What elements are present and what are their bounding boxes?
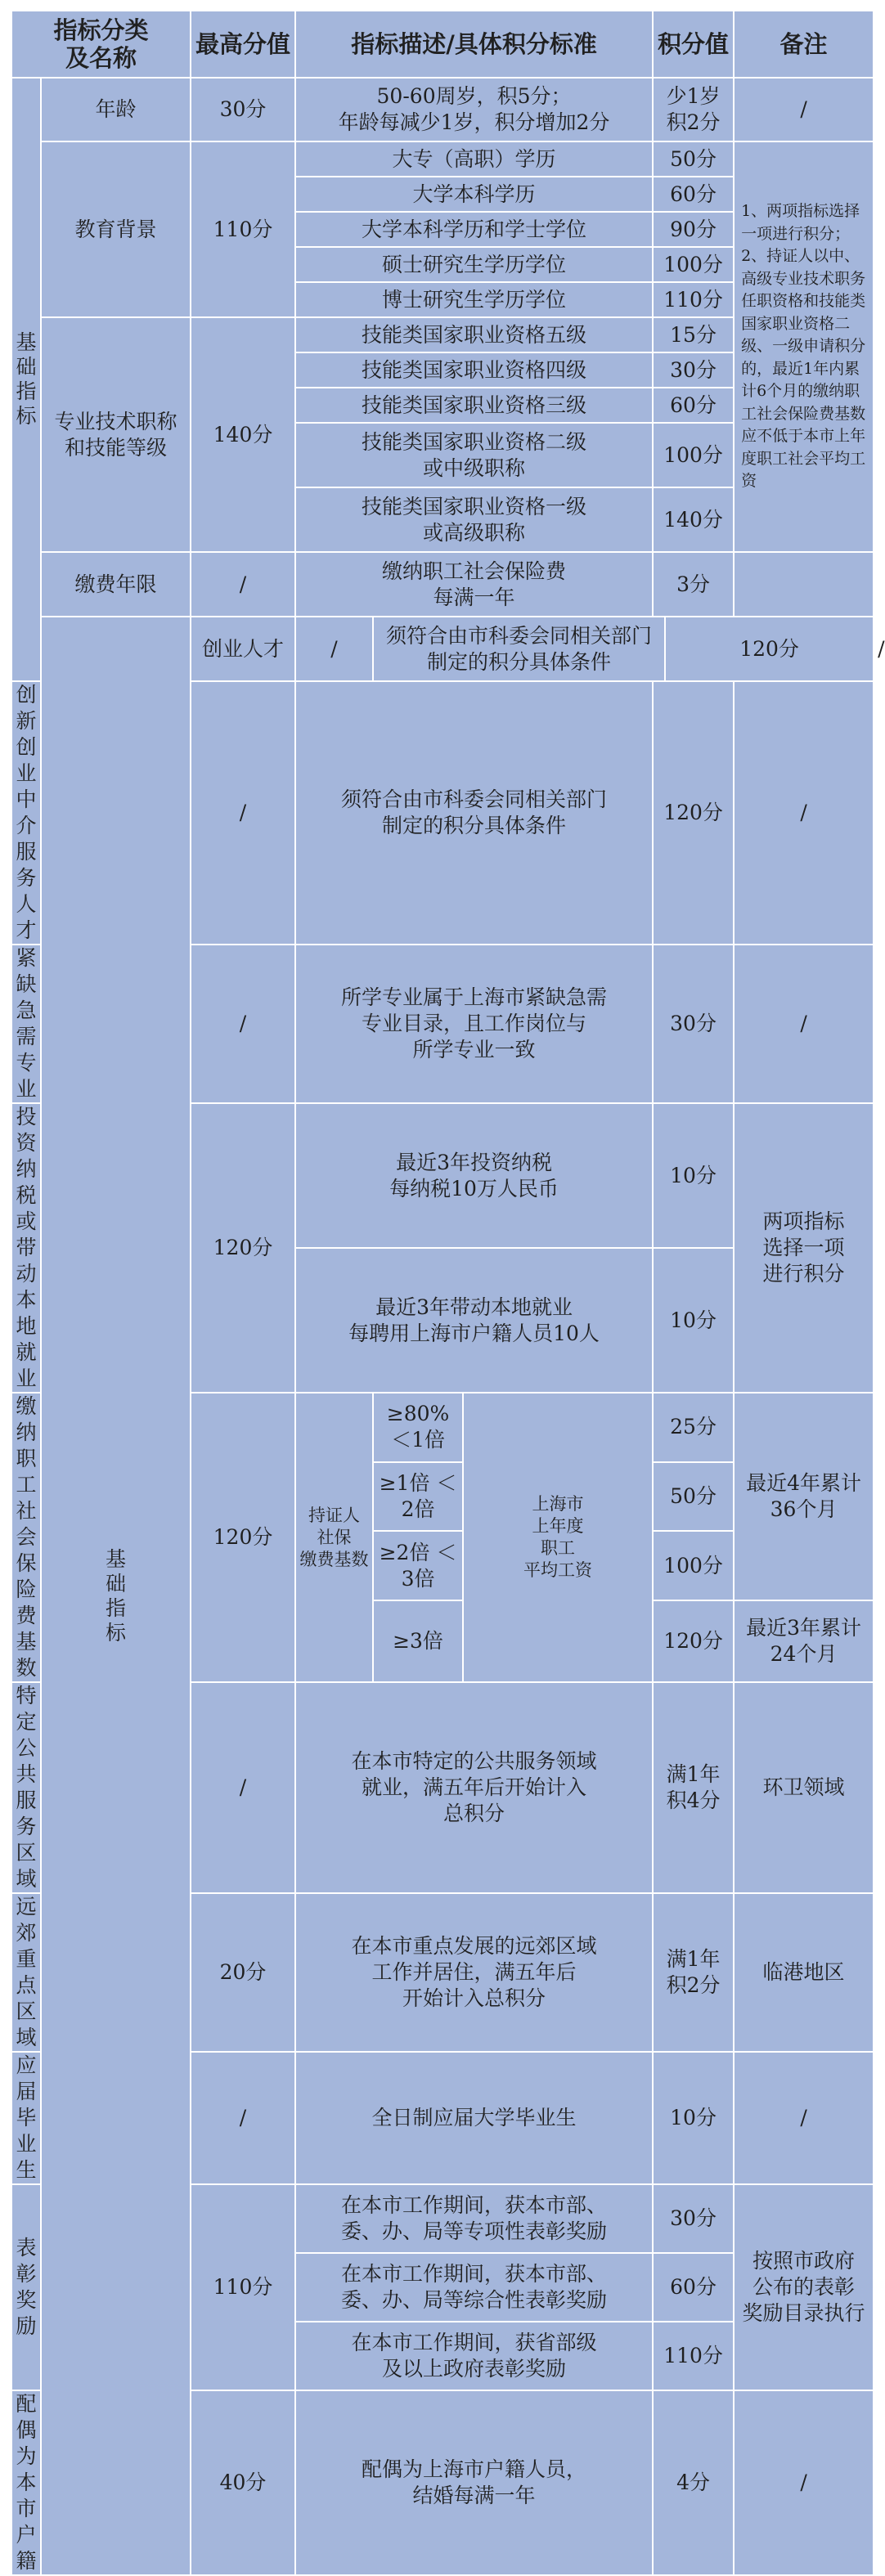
table-row <box>11 78 874 141</box>
row-description: 在本市工作期间，获本市部、 委、办、局等专项性表彰奖励 <box>295 2184 653 2253</box>
row-score: 110分 <box>653 282 734 317</box>
row-description: 技能类国家职业资格一级 或高级职称 <box>295 487 653 552</box>
row-note: 环卫领域 <box>734 1682 874 1893</box>
row-description: 在本市工作期间，获本市部、 委、办、局等综合性表彰奖励 <box>295 2253 653 2322</box>
row-note: / <box>734 2390 874 2575</box>
row-max: 40分 <box>191 2390 295 2575</box>
row-max: 120分 <box>191 1103 295 1393</box>
row-score: 60分 <box>653 177 734 212</box>
row-name: 创新创业中介 服务人才 <box>11 681 41 945</box>
row-max: / <box>191 681 295 945</box>
row-description: 所学专业属于上海市紧缺急需 专业目录，且工作岗位与 所学专业一致 <box>295 945 653 1103</box>
row-name: 专业技术职称 和技能等级 <box>41 317 191 552</box>
row-description: 在本市重点发展的远郊区域 工作并居住，满五年后 开始计入总积分 <box>295 1893 653 2052</box>
row-name: 特定公共 服务区域 <box>11 1682 41 1893</box>
row-score: 满1年 积2分 <box>653 1893 734 2052</box>
row-description: 技能类国家职业资格五级 <box>295 317 653 352</box>
row-score: 满1年 积4分 <box>653 1682 734 1893</box>
insurance-range: ≥1倍 ＜2倍 <box>373 1462 463 1532</box>
row-max: / <box>191 552 295 617</box>
row-description: 技能类国家职业资格二级 或中级职称 <box>295 423 653 487</box>
row-note: 两项指标 选择一项 进行积分 <box>734 1103 874 1393</box>
row-name: 教育背景 <box>41 141 191 317</box>
row-name: 投资纳税或 带动本地就业 <box>11 1103 41 1393</box>
group-label-addon: 基础指标 <box>41 617 191 2575</box>
row-description: 技能类国家职业资格三级 <box>295 388 653 423</box>
row-score: 15分 <box>653 317 734 352</box>
row-score: 30分 <box>653 945 734 1103</box>
row-description: 技能类国家职业资格四级 <box>295 352 653 388</box>
row-description: 大专（高职）学历 <box>295 141 653 177</box>
row-score: 25分 <box>653 1393 734 1462</box>
table-row <box>11 141 874 177</box>
insurance-range: ≥3倍 <box>373 1600 463 1682</box>
row-score: 100分 <box>653 247 734 282</box>
row-score: 110分 <box>653 2322 734 2390</box>
row-max: / <box>191 1682 295 1893</box>
row-score: 30分 <box>653 2184 734 2253</box>
group-label-basic: 基础指标 <box>11 78 41 681</box>
row-name: 年龄 <box>41 78 191 141</box>
points-table-wrapper <box>11 10 885 2573</box>
row-note: / <box>734 681 874 945</box>
row-name: 远郊 重点区域 <box>11 1893 41 2052</box>
header-row <box>11 11 874 78</box>
header-score: 积分值 <box>653 11 734 78</box>
row-description: 大学本科学历 <box>295 177 653 212</box>
row-note: 最近3年累计 24个月 <box>734 1600 874 1682</box>
row-description: 缴纳职工社会保险费 每满一年 <box>295 552 653 617</box>
row-note: 最近4年累计 36个月 <box>734 1393 874 1600</box>
row-note: / <box>734 945 874 1103</box>
row-score: 10分 <box>653 1248 734 1393</box>
row-max: 30分 <box>191 78 295 141</box>
row-score: 120分 <box>653 681 734 945</box>
row-score: 60分 <box>653 2253 734 2322</box>
row-score: 50分 <box>653 1462 734 1532</box>
row-name: 紧缺 急需专业 <box>11 945 41 1103</box>
insurance-left-label: 持证人 社保 缴费基数 <box>295 1393 373 1682</box>
row-max: / <box>191 945 295 1103</box>
row-score: 10分 <box>653 1103 734 1248</box>
row-name: 缴纳职工 社会保险费 基数 <box>11 1393 41 1682</box>
row-description: 最近3年带动本地就业 每聘用上海市户籍人员10人 <box>295 1248 653 1393</box>
row-description: 50-60周岁，积5分； 年龄每减少1岁，积分增加2分 <box>295 78 653 141</box>
row-description: 配偶为上海市户籍人员， 结婚每满一年 <box>295 2390 653 2575</box>
row-score: 60分 <box>653 388 734 423</box>
row-score: 少1岁 积2分 <box>653 78 734 141</box>
row-score: 100分 <box>653 423 734 487</box>
points-table <box>11 10 885 2576</box>
row-note <box>734 552 874 617</box>
row-score: 120分 <box>665 617 874 681</box>
header-description: 指标描述/具体积分标准 <box>295 11 653 78</box>
row-max: 20分 <box>191 1893 295 2052</box>
row-score: 140分 <box>653 487 734 552</box>
row-description: 须符合由市科委会同相关部门 制定的积分具体条件 <box>295 681 653 945</box>
row-max: 120分 <box>191 1393 295 1682</box>
row-note: / <box>734 78 874 141</box>
header-max-score: 最高分值 <box>191 11 295 78</box>
row-max: 110分 <box>191 141 295 317</box>
table-row <box>11 552 874 617</box>
row-score: 50分 <box>653 141 734 177</box>
row-name: 应届毕业生 <box>11 2052 41 2184</box>
row-description: 在本市工作期间，获省部级 及以上政府表彰奖励 <box>295 2322 653 2390</box>
row-score: 90分 <box>653 212 734 247</box>
header-category: 指标分类 及名称 <box>11 11 191 78</box>
row-max: / <box>295 617 373 681</box>
row-name: 配偶为 本市户籍 <box>11 2390 41 2575</box>
row-description: 大学本科学历和学士学位 <box>295 212 653 247</box>
row-note: / <box>734 2052 874 2184</box>
row-note: 1、两项指标选择一项进行积分； 2、持证人以中、高级专业技术职务任职资格和技能类国家职业资格二级、一级申请积分的，最近1年内累计6个月的缴纳职工社会保险费基数应不低于本市上年度职工社会平均工资 <box>734 141 874 552</box>
row-note: 按照市政府 公布的表彰 奖励目录执行 <box>734 2184 874 2390</box>
row-name: 缴费年限 <box>41 552 191 617</box>
row-score: 3分 <box>653 552 734 617</box>
row-score: 100分 <box>653 1531 734 1600</box>
row-note: 临港地区 <box>734 1893 874 2052</box>
insurance-range: ≥2倍 ＜3倍 <box>373 1531 463 1600</box>
row-name: 表彰奖励 <box>11 2184 41 2390</box>
header-note: 备注 <box>734 11 874 78</box>
row-description: 博士研究生学历学位 <box>295 282 653 317</box>
insurance-range: ≥80% ＜1倍 <box>373 1393 463 1462</box>
table-row: 基础指标 创业人才 / 须符合由市科委会同相关部门 制定的积分具体条件 120分 / <box>11 617 874 681</box>
row-name: 创业人才 <box>191 617 295 681</box>
row-description: 须符合由市科委会同相关部门 制定的积分具体条件 <box>373 617 665 681</box>
row-description: 全日制应届大学毕业生 <box>295 2052 653 2184</box>
row-max: 140分 <box>191 317 295 552</box>
row-max: / <box>191 2052 295 2184</box>
row-description: 硕士研究生学历学位 <box>295 247 653 282</box>
row-score: 120分 <box>653 1600 734 1682</box>
row-description: 最近3年投资纳税 每纳税10万人民币 <box>295 1103 653 1248</box>
row-score: 30分 <box>653 352 734 388</box>
row-score: 10分 <box>653 2052 734 2184</box>
row-description: 在本市特定的公共服务领域 就业，满五年后开始计入 总积分 <box>295 1682 653 1893</box>
row-score: 4分 <box>653 2390 734 2575</box>
row-max: 110分 <box>191 2184 295 2390</box>
insurance-right-label: 上海市 上年度 职工 平均工资 <box>463 1393 653 1682</box>
